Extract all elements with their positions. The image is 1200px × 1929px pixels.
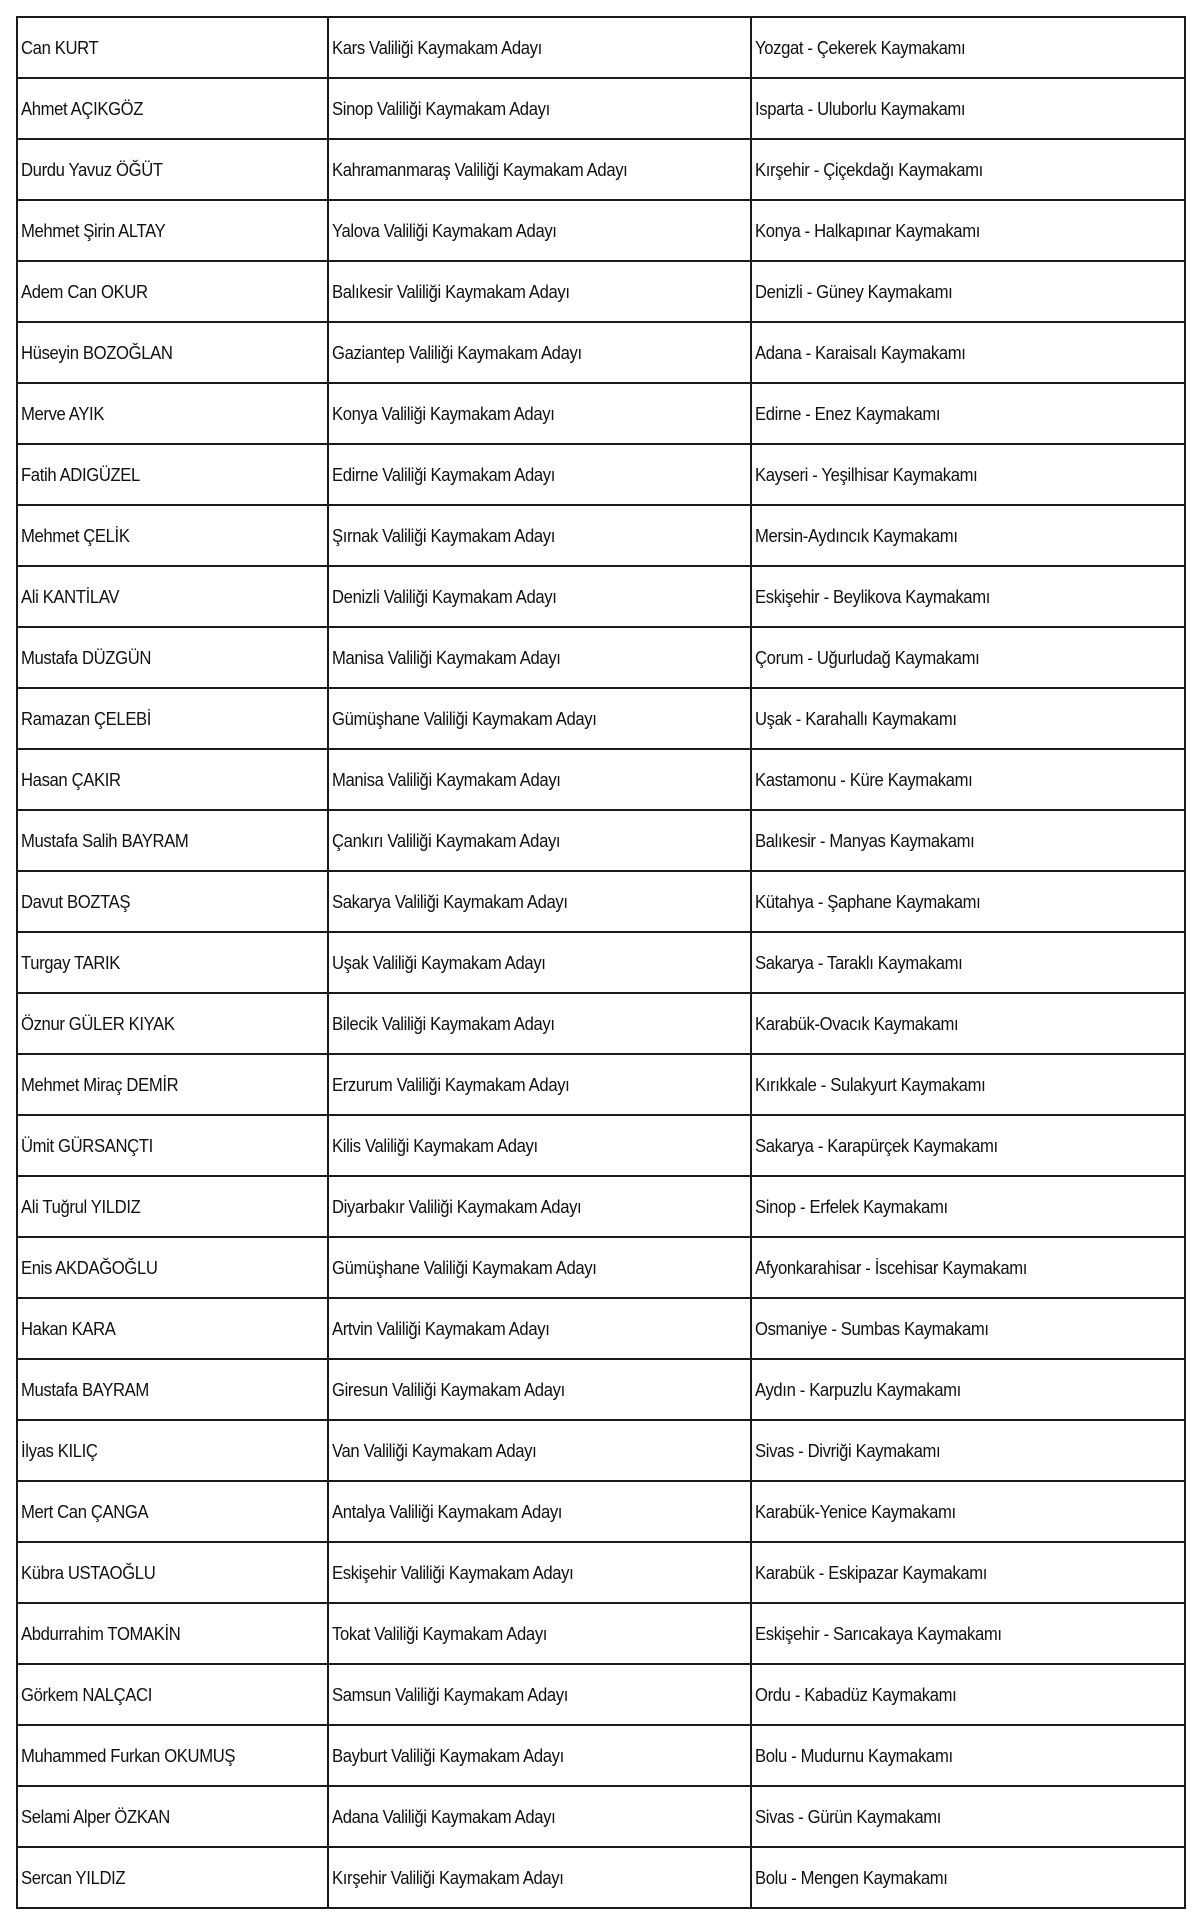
name-cell xyxy=(17,17,328,78)
new-assignment: Sakarya - Taraklı Kaymakamı xyxy=(755,951,963,973)
name-cell xyxy=(17,1786,328,1847)
table-row xyxy=(17,688,1185,749)
assignment-cell xyxy=(751,749,1185,810)
new-assignment: Isparta - Uluborlu Kaymakamı xyxy=(755,97,966,119)
name-cell xyxy=(17,1176,328,1237)
new-assignment: Sivas - Divriği Kaymakamı xyxy=(755,1439,941,1461)
current-post-cell xyxy=(328,383,751,444)
current-post: Konya Valiliği Kaymakam Adayı xyxy=(332,402,555,424)
new-assignment: Bolu - Mudurnu Kaymakamı xyxy=(755,1744,953,1766)
current-post: Sakarya Valiliği Kaymakam Adayı xyxy=(332,890,568,912)
new-assignment: Adana - Karaisalı Kaymakamı xyxy=(755,341,966,363)
new-assignment: Kırşehir - Çiçekdağı Kaymakamı xyxy=(755,158,983,180)
person-name: Mustafa Salih BAYRAM xyxy=(21,829,189,851)
person-name: Ahmet AÇIKGÖZ xyxy=(21,97,144,119)
current-post-cell xyxy=(328,1481,751,1542)
current-post: Antalya Valiliği Kaymakam Adayı xyxy=(332,1500,563,1522)
assignment-cell xyxy=(751,1237,1185,1298)
assignment-cell xyxy=(751,1725,1185,1786)
person-name: İlyas KILIÇ xyxy=(21,1439,98,1461)
table-row xyxy=(17,932,1185,993)
table-row xyxy=(17,1664,1185,1725)
person-name: Ümit GÜRSANÇTI xyxy=(21,1134,153,1156)
name-cell xyxy=(17,383,328,444)
person-name: Durdu Yavuz ÖĞÜT xyxy=(21,158,163,180)
new-assignment: Kastamonu - Küre Kaymakamı xyxy=(755,768,973,790)
new-assignment: Eskişehir - Beylikova Kaymakamı xyxy=(755,585,990,607)
new-assignment: Ordu - Kabadüz Kaymakamı xyxy=(755,1683,957,1705)
current-post: Kahramanmaraş Valiliği Kaymakam Adayı xyxy=(332,158,628,180)
name-cell xyxy=(17,1054,328,1115)
assignment-cell xyxy=(751,78,1185,139)
current-post-cell xyxy=(328,1298,751,1359)
name-cell xyxy=(17,627,328,688)
person-name: Sercan YILDIZ xyxy=(21,1866,126,1888)
person-name: Merve AYIK xyxy=(21,402,105,424)
new-assignment: Afyonkarahisar - İscehisar Kaymakamı xyxy=(755,1256,1028,1278)
table-row xyxy=(17,17,1185,78)
table-row xyxy=(17,1054,1185,1115)
person-name: Davut BOZTAŞ xyxy=(21,890,131,912)
table-row xyxy=(17,1176,1185,1237)
name-cell xyxy=(17,1298,328,1359)
current-post-cell xyxy=(328,139,751,200)
table-row xyxy=(17,1115,1185,1176)
person-name: Turgay TARIK xyxy=(21,951,121,973)
assignment-cell xyxy=(751,1054,1185,1115)
current-post-cell xyxy=(328,1115,751,1176)
new-assignment: Kütahya - Şaphane Kaymakamı xyxy=(755,890,981,912)
assignment-cell xyxy=(751,383,1185,444)
current-post-cell xyxy=(328,1054,751,1115)
current-post-cell xyxy=(328,749,751,810)
name-cell xyxy=(17,261,328,322)
new-assignment: Mersin-Aydıncık Kaymakamı xyxy=(755,524,958,546)
assignment-cell xyxy=(751,1359,1185,1420)
current-post-cell xyxy=(328,17,751,78)
table-row xyxy=(17,1420,1185,1481)
person-name: Ali Tuğrul YILDIZ xyxy=(21,1195,141,1217)
name-cell xyxy=(17,444,328,505)
name-cell xyxy=(17,1481,328,1542)
current-post: Manisa Valiliği Kaymakam Adayı xyxy=(332,768,561,790)
new-assignment: Çorum - Uğurludağ Kaymakamı xyxy=(755,646,980,668)
current-post: Artvin Valiliği Kaymakam Adayı xyxy=(332,1317,550,1339)
current-post-cell xyxy=(328,200,751,261)
table-row xyxy=(17,261,1185,322)
person-name: Görkem NALÇACI xyxy=(21,1683,152,1705)
current-post-cell xyxy=(328,322,751,383)
appointments-table xyxy=(16,16,1186,1909)
current-post-cell xyxy=(328,993,751,1054)
table-row xyxy=(17,1603,1185,1664)
table-row xyxy=(17,200,1185,261)
current-post-cell xyxy=(328,688,751,749)
assignment-cell xyxy=(751,1603,1185,1664)
new-assignment: Edirne - Enez Kaymakamı xyxy=(755,402,941,424)
current-post: Erzurum Valiliği Kaymakam Adayı xyxy=(332,1073,570,1095)
current-post-cell xyxy=(328,810,751,871)
assignment-cell xyxy=(751,1847,1185,1908)
new-assignment: Karabük-Yenice Kaymakamı xyxy=(755,1500,956,1522)
assignment-cell xyxy=(751,871,1185,932)
assignment-cell xyxy=(751,444,1185,505)
person-name: Adem Can OKUR xyxy=(21,280,148,302)
assignment-cell xyxy=(751,993,1185,1054)
assignment-cell xyxy=(751,688,1185,749)
current-post-cell xyxy=(328,1359,751,1420)
assignment-cell xyxy=(751,1481,1185,1542)
assignment-cell xyxy=(751,810,1185,871)
current-post-cell xyxy=(328,627,751,688)
table-row xyxy=(17,1542,1185,1603)
new-assignment: Sinop - Erfelek Kaymakamı xyxy=(755,1195,948,1217)
assignment-cell xyxy=(751,200,1185,261)
person-name: Mustafa BAYRAM xyxy=(21,1378,149,1400)
table-row xyxy=(17,810,1185,871)
table-row xyxy=(17,322,1185,383)
table-row xyxy=(17,1786,1185,1847)
new-assignment: Konya - Halkapınar Kaymakamı xyxy=(755,219,980,241)
new-assignment: Sakarya - Karapürçek Kaymakamı xyxy=(755,1134,998,1156)
assignment-cell xyxy=(751,139,1185,200)
name-cell xyxy=(17,322,328,383)
current-post: Şırnak Valiliği Kaymakam Adayı xyxy=(332,524,556,546)
table-row xyxy=(17,749,1185,810)
table-row xyxy=(17,627,1185,688)
table-row xyxy=(17,1847,1185,1908)
name-cell xyxy=(17,1359,328,1420)
name-cell xyxy=(17,200,328,261)
table-row xyxy=(17,1298,1185,1359)
current-post-cell xyxy=(328,505,751,566)
table-row xyxy=(17,993,1185,1054)
name-cell xyxy=(17,1115,328,1176)
name-cell xyxy=(17,1420,328,1481)
current-post: Manisa Valiliği Kaymakam Adayı xyxy=(332,646,561,668)
table-row xyxy=(17,871,1185,932)
current-post-cell xyxy=(328,566,751,627)
assignment-cell xyxy=(751,17,1185,78)
assignment-cell xyxy=(751,1664,1185,1725)
current-post-cell xyxy=(328,871,751,932)
table-row xyxy=(17,1237,1185,1298)
new-assignment: Kırıkkale - Sulakyurt Kaymakamı xyxy=(755,1073,986,1095)
person-name: Enis AKDAĞOĞLU xyxy=(21,1256,158,1278)
assignment-cell xyxy=(751,1542,1185,1603)
name-cell xyxy=(17,566,328,627)
current-post: Van Valiliği Kaymakam Adayı xyxy=(332,1439,537,1461)
current-post: Denizli Valiliği Kaymakam Adayı xyxy=(332,585,557,607)
new-assignment: Bolu - Mengen Kaymakamı xyxy=(755,1866,948,1888)
assignment-cell xyxy=(751,1786,1185,1847)
current-post-cell xyxy=(328,1725,751,1786)
current-post: Sinop Valiliği Kaymakam Adayı xyxy=(332,97,550,119)
name-cell xyxy=(17,810,328,871)
new-assignment: Yozgat - Çekerek Kaymakamı xyxy=(755,36,966,58)
current-post: Balıkesir Valiliği Kaymakam Adayı xyxy=(332,280,570,302)
current-post-cell xyxy=(328,444,751,505)
name-cell xyxy=(17,1603,328,1664)
current-post: Tokat Valiliği Kaymakam Adayı xyxy=(332,1622,548,1644)
person-name: Mehmet Miraç DEMİR xyxy=(21,1073,179,1095)
person-name: Ramazan ÇELEBİ xyxy=(21,707,152,729)
name-cell xyxy=(17,932,328,993)
name-cell xyxy=(17,1542,328,1603)
new-assignment: Uşak - Karahallı Kaymakamı xyxy=(755,707,957,729)
name-cell xyxy=(17,1847,328,1908)
new-assignment: Aydın - Karpuzlu Kaymakamı xyxy=(755,1378,961,1400)
person-name: Mehmet ÇELİK xyxy=(21,524,130,546)
assignment-cell xyxy=(751,627,1185,688)
current-post: Eskişehir Valiliği Kaymakam Adayı xyxy=(332,1561,574,1583)
current-post: Giresun Valiliği Kaymakam Adayı xyxy=(332,1378,565,1400)
name-cell xyxy=(17,1237,328,1298)
table-row xyxy=(17,78,1185,139)
person-name: Mehmet Şirin ALTAY xyxy=(21,219,166,241)
current-post: Uşak Valiliği Kaymakam Adayı xyxy=(332,951,546,973)
current-post-cell xyxy=(328,1786,751,1847)
current-post: Çankırı Valiliği Kaymakam Adayı xyxy=(332,829,561,851)
new-assignment: Osmaniye - Sumbas Kaymakamı xyxy=(755,1317,989,1339)
assignment-cell xyxy=(751,932,1185,993)
table-row xyxy=(17,444,1185,505)
current-post-cell xyxy=(328,1603,751,1664)
name-cell xyxy=(17,871,328,932)
person-name: Öznur GÜLER KIYAK xyxy=(21,1012,175,1034)
name-cell xyxy=(17,1664,328,1725)
current-post-cell xyxy=(328,1176,751,1237)
assignment-cell xyxy=(751,322,1185,383)
current-post: Samsun Valiliği Kaymakam Adayı xyxy=(332,1683,568,1705)
table-row xyxy=(17,1359,1185,1420)
name-cell xyxy=(17,78,328,139)
person-name: Abdurrahim TOMAKİN xyxy=(21,1622,181,1644)
current-post-cell xyxy=(328,1237,751,1298)
person-name: Selami Alper ÖZKAN xyxy=(21,1805,170,1827)
current-post: Kars Valiliği Kaymakam Adayı xyxy=(332,36,542,58)
name-cell xyxy=(17,139,328,200)
table-row xyxy=(17,1481,1185,1542)
name-cell xyxy=(17,688,328,749)
current-post: Diyarbakır Valiliği Kaymakam Adayı xyxy=(332,1195,582,1217)
assignment-cell xyxy=(751,1298,1185,1359)
assignment-cell xyxy=(751,505,1185,566)
current-post: Bayburt Valiliği Kaymakam Adayı xyxy=(332,1744,564,1766)
new-assignment: Balıkesir - Manyas Kaymakamı xyxy=(755,829,975,851)
name-cell xyxy=(17,505,328,566)
current-post: Gümüşhane Valiliği Kaymakam Adayı xyxy=(332,707,597,729)
current-post-cell xyxy=(328,1542,751,1603)
current-post: Kilis Valiliği Kaymakam Adayı xyxy=(332,1134,538,1156)
person-name: Can KURT xyxy=(21,36,99,58)
person-name: Hakan KARA xyxy=(21,1317,116,1339)
new-assignment: Eskişehir - Sarıcakaya Kaymakamı xyxy=(755,1622,1002,1644)
new-assignment: Karabük-Ovacık Kaymakamı xyxy=(755,1012,959,1034)
person-name: Mert Can ÇANGA xyxy=(21,1500,149,1522)
current-post: Bilecik Valiliği Kaymakam Adayı xyxy=(332,1012,555,1034)
current-post-cell xyxy=(328,1847,751,1908)
person-name: Muhammed Furkan OKUMUŞ xyxy=(21,1744,236,1766)
current-post: Gümüşhane Valiliği Kaymakam Adayı xyxy=(332,1256,597,1278)
new-assignment: Denizli - Güney Kaymakamı xyxy=(755,280,953,302)
person-name: Ali KANTİLAV xyxy=(21,585,120,607)
person-name: Fatih ADIGÜZEL xyxy=(21,463,140,485)
assignment-cell xyxy=(751,261,1185,322)
name-cell xyxy=(17,749,328,810)
current-post: Edirne Valiliği Kaymakam Adayı xyxy=(332,463,556,485)
new-assignment: Sivas - Gürün Kaymakamı xyxy=(755,1805,942,1827)
assignment-cell xyxy=(751,566,1185,627)
new-assignment: Kayseri - Yeşilhisar Kaymakamı xyxy=(755,463,978,485)
assignment-cell xyxy=(751,1115,1185,1176)
person-name: Kübra USTAOĞLU xyxy=(21,1561,156,1583)
table-row xyxy=(17,566,1185,627)
person-name: Hasan ÇAKIR xyxy=(21,768,121,790)
person-name: Mustafa DÜZGÜN xyxy=(21,646,152,668)
table-row xyxy=(17,383,1185,444)
current-post-cell xyxy=(328,78,751,139)
table-row xyxy=(17,505,1185,566)
assignment-cell xyxy=(751,1176,1185,1237)
table-row xyxy=(17,1725,1185,1786)
table-row xyxy=(17,139,1185,200)
name-cell xyxy=(17,1725,328,1786)
table-body xyxy=(17,17,1185,1908)
current-post: Kırşehir Valiliği Kaymakam Adayı xyxy=(332,1866,564,1888)
current-post-cell xyxy=(328,932,751,993)
current-post: Yalova Valiliği Kaymakam Adayı xyxy=(332,219,557,241)
current-post-cell xyxy=(328,1420,751,1481)
current-post-cell xyxy=(328,261,751,322)
current-post-cell xyxy=(328,1664,751,1725)
current-post: Adana Valiliği Kaymakam Adayı xyxy=(332,1805,556,1827)
person-name: Hüseyin BOZOĞLAN xyxy=(21,341,173,363)
new-assignment: Karabük - Eskipazar Kaymakamı xyxy=(755,1561,988,1583)
assignment-cell xyxy=(751,1420,1185,1481)
name-cell xyxy=(17,993,328,1054)
current-post: Gaziantep Valiliği Kaymakam Adayı xyxy=(332,341,582,363)
